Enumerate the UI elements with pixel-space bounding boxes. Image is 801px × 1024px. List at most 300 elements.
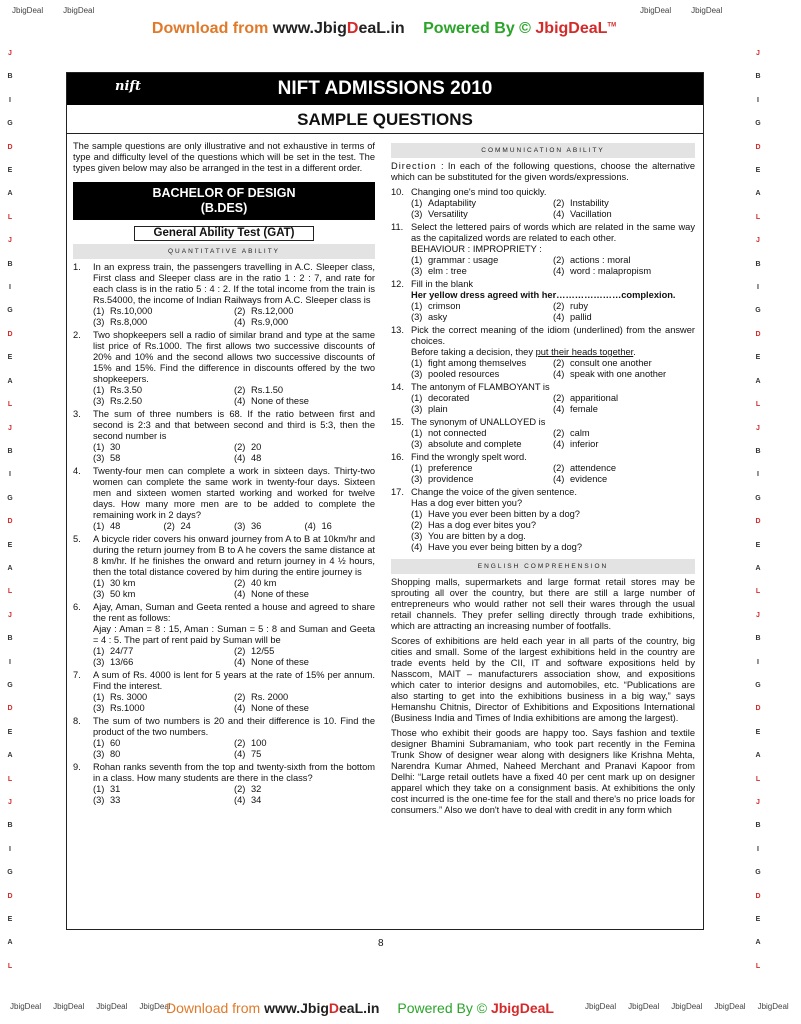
answer-option[interactable] [411,542,695,553]
answer-options [411,198,695,220]
option-text: crimson [428,301,461,311]
question-body [93,716,375,760]
question-number: 3. [73,409,81,419]
side-letter: I [9,96,11,104]
question-number: 7. [73,670,81,680]
answer-option[interactable] [411,312,553,323]
option-text: Rs.12,000 [251,306,294,316]
option-text: 16 [321,521,332,531]
side-letter: D [7,518,13,526]
answer-option[interactable] [553,369,695,380]
option-text: grammar : usage [428,255,499,265]
answer-option[interactable] [553,358,695,369]
question-number: 8. [73,716,81,726]
answer-option[interactable] [234,646,375,657]
question-number: 10. [391,187,404,197]
question-number: 16. [391,452,404,462]
answer-option[interactable] [553,266,695,277]
option-number: (1) [411,428,423,438]
answer-option[interactable] [411,520,695,531]
option-text: preference [428,463,473,473]
watermark-top-right [640,6,742,15]
question-item [73,670,375,714]
option-text: pallid [570,312,592,322]
option-number: (3) [411,209,423,219]
side-letter: D [755,518,761,526]
answer-option[interactable] [411,301,553,312]
option-text: word : malapropism [570,266,652,276]
side-letter: B [755,260,761,268]
option-number: (3) [93,657,105,667]
option-number: (1) [93,306,105,316]
option-number: (2) [411,520,423,530]
option-number: (4) [553,266,565,276]
direction-paragraph [391,161,695,183]
question-item [73,762,375,806]
question-number: 17. [391,487,404,497]
side-letter: D [755,892,761,900]
question-number: 14. [391,382,404,392]
side-letter: J [756,611,760,619]
question-body [411,417,695,450]
option-number: (4) [553,209,565,219]
watermark-text: JbigDeal [671,1002,703,1011]
question-item [391,222,695,277]
side-letter: D [7,143,13,151]
option-text: None of these [251,703,309,713]
option-number: (2) [234,738,246,748]
side-letter: I [757,658,759,666]
option-number: (3) [411,312,423,322]
question-extra: Has a dog ever bitten you? [411,498,523,508]
option-text: providence [428,474,474,484]
side-letter: I [9,471,11,479]
option-text: Versatility [428,209,468,219]
option-text: 58 [110,453,121,463]
option-number: (1) [411,509,423,519]
option-text: Rs.10,000 [110,306,153,316]
side-letter: I [9,845,11,853]
question-body [93,534,375,600]
side-letter: I [757,471,759,479]
answer-option[interactable] [93,646,234,657]
answer-option[interactable] [93,396,234,407]
answer-option[interactable] [234,306,375,317]
question-item [73,409,375,464]
option-number: (1) [411,198,423,208]
option-text: 40 km [251,578,277,588]
answer-option[interactable] [93,453,234,464]
side-letter: D [7,705,13,713]
question-text: A bicycle rider covers his onward journey from A to B at 10km/hr and during the return journey from B to A he covers the same distance at 8 km/hr. If he finishes the onward and return journey in 4 ½ hours, then the total distance covered by him during the entire journey is [93,534,375,577]
answer-option[interactable] [553,474,695,485]
side-letter: I [757,96,759,104]
side-letter: J [8,611,12,619]
question-text: The sum of two numbers is 20 and their difference is 10. Find the product of the two numbers. [93,716,375,737]
option-text: Have you ever been bitten by a dog? [428,509,580,519]
answer-option[interactable] [411,255,553,266]
page-number: 8 [378,938,384,949]
option-number: (4) [234,703,246,713]
option-text: 50 km [110,589,136,599]
answer-option[interactable] [411,358,553,369]
side-letter: B [755,447,761,455]
question-item [73,262,375,328]
option-text: pooled resources [428,369,500,379]
question-extra: Her yellow dress agreed with her…………………complexion. [411,290,676,300]
watermark-text: JbigDeal [691,6,723,15]
side-letter: L [7,962,13,970]
option-text: 48 [251,453,262,463]
question-body [93,602,375,668]
answer-option[interactable] [234,738,375,749]
answer-option[interactable] [411,428,553,439]
answer-option[interactable] [553,301,695,312]
option-number: (3) [411,474,423,484]
download-text: Download from [166,1000,265,1016]
option-number: (1) [411,301,423,311]
answer-option[interactable] [411,393,553,404]
option-number: (4) [234,317,246,327]
answer-option[interactable] [234,692,375,703]
question-item [391,279,695,323]
side-letter: A [755,564,761,572]
question-text: A sum of Rs. 4000 is lent for 5 years at the rate of 15% per annum. Find the interest. [93,670,375,691]
answer-option[interactable] [93,442,234,453]
answer-option[interactable] [553,255,695,266]
side-letter: G [755,120,761,128]
option-number: (4) [553,439,565,449]
side-letter: E [755,728,761,736]
option-number: (2) [553,463,565,473]
option-text: Rs. 2000 [251,692,289,702]
side-letter: G [7,869,13,877]
side-letter: L [7,401,13,409]
question-number: 5. [73,534,81,544]
answer-option[interactable] [553,312,695,323]
watermark-text: JbigDeal [53,1002,85,1011]
download-banner-bottom [60,1000,660,1016]
question-text: Change the voice of the given sentence. [411,487,577,497]
answer-option[interactable] [234,703,375,714]
page-subtitle: SAMPLE QUESTIONS [67,105,703,134]
option-text: You are bitten by a dog. [428,531,526,541]
watermark-text: JbigDeal [714,1002,746,1011]
option-text: Rs. 3000 [110,692,148,702]
option-number: (4) [234,749,246,759]
question-text: The antonym of FLAMBOYANT is [411,382,550,392]
question-text: Find the wrongly spelt word. [411,452,527,462]
option-text: 30 [110,442,121,452]
side-letter: I [757,845,759,853]
side-letter: L [755,588,761,596]
answer-option[interactable] [93,703,234,714]
option-text: Rs.1000 [110,703,145,713]
side-letter: E [755,916,761,924]
option-number: (3) [93,396,105,406]
answer-option[interactable] [234,396,375,407]
side-letter: E [7,167,13,175]
option-text: absolute and complete [428,439,522,449]
answer-option[interactable] [93,521,164,532]
bdes-line: (B.DES) [200,201,248,215]
question-item [391,187,695,220]
question-text: Select the lettered pairs of words which are related in the same way as the capitalized words are related to each other. [411,222,695,243]
option-number: (4) [234,453,246,463]
option-number: (4) [234,657,246,667]
side-letter: E [7,541,13,549]
watermark-text: JbigDeal [139,1002,171,1011]
question-item [73,330,375,407]
option-text: Adaptability [428,198,477,208]
watermark-text: JbigDeal [63,6,95,15]
option-number: (4) [234,396,246,406]
side-letter: D [755,705,761,713]
side-letter: E [7,728,13,736]
option-number: (3) [93,749,105,759]
side-letter: B [7,260,13,268]
answer-option[interactable] [234,578,375,589]
answer-option[interactable] [234,442,375,453]
question-body [411,187,695,220]
option-number: (2) [234,784,246,794]
question-number: 13. [391,325,404,335]
side-letter: D [755,143,761,151]
side-watermark-left [4,50,16,970]
answer-options [93,385,375,407]
answer-option[interactable] [234,749,375,760]
answer-option[interactable] [234,385,375,396]
option-text: 75 [251,749,262,759]
option-number: (3) [93,589,105,599]
answer-option[interactable] [411,404,553,415]
answer-option[interactable] [93,385,234,396]
answer-options [93,578,375,600]
answer-option[interactable] [234,453,375,464]
option-text: fight among themselves [428,358,527,368]
section-quantitative: QUANTITATIVE ABILITY [73,244,375,259]
answer-options [93,784,375,806]
side-letter: G [7,681,13,689]
option-number: (2) [553,198,565,208]
answer-option[interactable] [553,463,695,474]
powered-by-text: Powered By © [397,1000,491,1016]
side-letter: J [756,50,760,57]
answer-option[interactable] [411,198,553,209]
answer-option[interactable] [234,784,375,795]
question-number: 6. [73,602,81,612]
side-letter: B [7,635,13,643]
option-number: (4) [234,795,246,805]
answer-option[interactable] [93,317,234,328]
answer-option[interactable] [93,749,234,760]
document-page [66,72,704,930]
question-extra: Ajay : Aman = 8 : 15, Aman : Suman = 5 : 8 and Suman and Geeta = 4 : 5. The part of rent paid by Suman will be [93,624,375,645]
side-letter: A [7,564,13,572]
option-text: Rs.2.50 [110,396,143,406]
answer-option[interactable] [411,509,695,520]
option-number: (4) [553,404,565,414]
option-number: (3) [234,521,246,531]
site-link[interactable]: www.JbigDeaL.in [272,20,405,37]
passage-paragraph: Scores of exhibitions are held each year in all parts of the country, big cities and small. Some of the largest exhibitions held in the country are trade events held by the CII, IT and software expositions held by Nasscom, MAIT – manufacturers association show, and expositions which cater to interior designs and automobiles, etc. “Publications are also starting to get into the exhibitions business in a big way,” says Hemanshu Chitnis, Director of Exhibitions and Expositions International (Business India and Times of India exhibitions are among the largest). [391,636,695,723]
answer-option[interactable] [553,209,695,220]
answer-option[interactable] [411,439,553,450]
question-body [93,409,375,464]
direction-label: Direction [391,161,437,171]
side-letter: E [755,354,761,362]
question-extra [411,347,695,358]
option-number: (3) [411,531,423,541]
watermark-top-left [12,6,114,15]
option-number: (1) [411,463,423,473]
answer-option[interactable] [411,369,553,380]
answer-option[interactable] [93,306,234,317]
question-text: Rohan ranks seventh from the top and twenty-sixth from the bottom in a class. How many students are there in the class? [93,762,375,783]
answer-option[interactable] [305,521,376,532]
answer-option[interactable] [411,474,553,485]
answer-option[interactable] [553,393,695,404]
option-number: (2) [234,692,246,702]
answer-option[interactable] [93,738,234,749]
side-letter: A [7,939,13,947]
side-letter: D [7,330,13,338]
question-body [93,670,375,714]
answer-option[interactable] [411,266,553,277]
option-text: female [570,404,598,414]
option-number: (2) [553,428,565,438]
option-number: (1) [93,385,105,395]
answer-option[interactable] [234,589,375,600]
question-item [73,466,375,532]
question-item [73,716,375,760]
question-text: The synonym of UNALLOYED is [411,417,546,427]
answer-option[interactable] [234,317,375,328]
question-item [391,487,695,553]
question-extra-text: Before taking a decision, they [411,347,536,357]
answer-option[interactable] [93,795,234,806]
option-number: (1) [93,442,105,452]
answer-option[interactable] [234,521,305,532]
option-text: 100 [251,738,267,748]
answer-option[interactable] [553,439,695,450]
question-number: 9. [73,762,81,772]
question-number: 4. [73,466,81,476]
option-number: (4) [553,369,565,379]
option-text: None of these [251,657,309,667]
question-body [93,466,375,532]
option-text: apparitional [570,393,619,403]
side-letter: L [755,401,761,409]
question-item [391,382,695,415]
watermark-text: JbigDeal [12,6,44,15]
answer-option[interactable] [553,428,695,439]
option-text: 24 [180,521,191,531]
option-text: evidence [570,474,608,484]
option-number: (1) [93,784,105,794]
powered-by-text: Powered By © [423,20,536,37]
answer-option[interactable] [553,198,695,209]
question-text: Pick the correct meaning of the idiom (underlined) from the answer choices. [411,325,695,346]
watermark-text: JbigDeal [640,6,672,15]
direction-text: : In each of the following questions, choose the alternative which can be substituted for the given words/expressions. [391,161,695,182]
answer-option[interactable] [411,463,553,474]
answer-option[interactable] [164,521,235,532]
side-letter: A [755,752,761,760]
option-text: elm : tree [428,266,467,276]
option-number: (4) [304,521,316,531]
intro-paragraph: The sample questions are only illustrative and not exhaustive in terms of type and difficulty level of the questions which will be set in the test. The types given below may also be arranged in the test in a different order. [73,141,375,173]
answer-option[interactable] [234,795,375,806]
side-letter: B [7,447,13,455]
option-number: (3) [411,439,423,449]
answer-options [411,255,695,277]
option-number: (3) [93,795,105,805]
watermark-text: JbigDeal [10,1002,42,1011]
answer-options [411,509,695,553]
question-body [93,262,375,328]
section-english: ENGLISH COMPREHENSION [391,559,695,574]
option-text: None of these [251,589,309,599]
passage [391,577,695,816]
download-banner-top [0,20,768,38]
answer-option[interactable] [93,784,234,795]
answer-options [411,463,695,485]
right-question-list [391,187,695,553]
option-text: Has a dog ever bites you? [428,520,537,530]
side-letter: G [755,307,761,315]
option-number: (2) [553,301,565,311]
option-text: asky [428,312,448,322]
side-letter: J [8,50,12,57]
answer-option[interactable] [411,209,553,220]
question-body [411,452,695,485]
question-body [93,762,375,806]
site-link[interactable]: www.JbigDeaL.in [264,1000,380,1016]
side-letter: E [755,167,761,175]
question-item [73,602,375,668]
option-text: speak with one another [570,369,667,379]
answer-options [411,358,695,380]
answer-option[interactable] [553,404,695,415]
question-body [411,487,695,553]
question-text: Fill in the blank [411,279,474,289]
answer-option[interactable] [93,578,234,589]
watermark-text: JbigDeal [585,1002,617,1011]
question-item [391,417,695,450]
option-text: inferior [570,439,599,449]
answer-option[interactable] [93,692,234,703]
answer-option[interactable] [234,657,375,668]
side-letter: B [755,822,761,830]
answer-options [93,306,375,328]
option-text: 36 [251,521,262,531]
question-extra: BEHAVIOUR : IMPROPRIETY : [411,244,542,254]
answer-option[interactable] [93,657,234,668]
side-letter: I [757,284,759,292]
right-column [391,141,695,820]
answer-option[interactable] [411,531,695,542]
answer-option[interactable] [93,589,234,600]
question-number: 11. [391,222,404,232]
side-watermark-right [752,50,764,970]
option-text: not connected [428,428,487,438]
question-number: 15. [391,417,404,427]
option-text: Rs.8,000 [110,317,148,327]
watermark-text: JbigDeal [96,1002,128,1011]
title-bar [67,73,703,105]
question-body [411,279,695,323]
